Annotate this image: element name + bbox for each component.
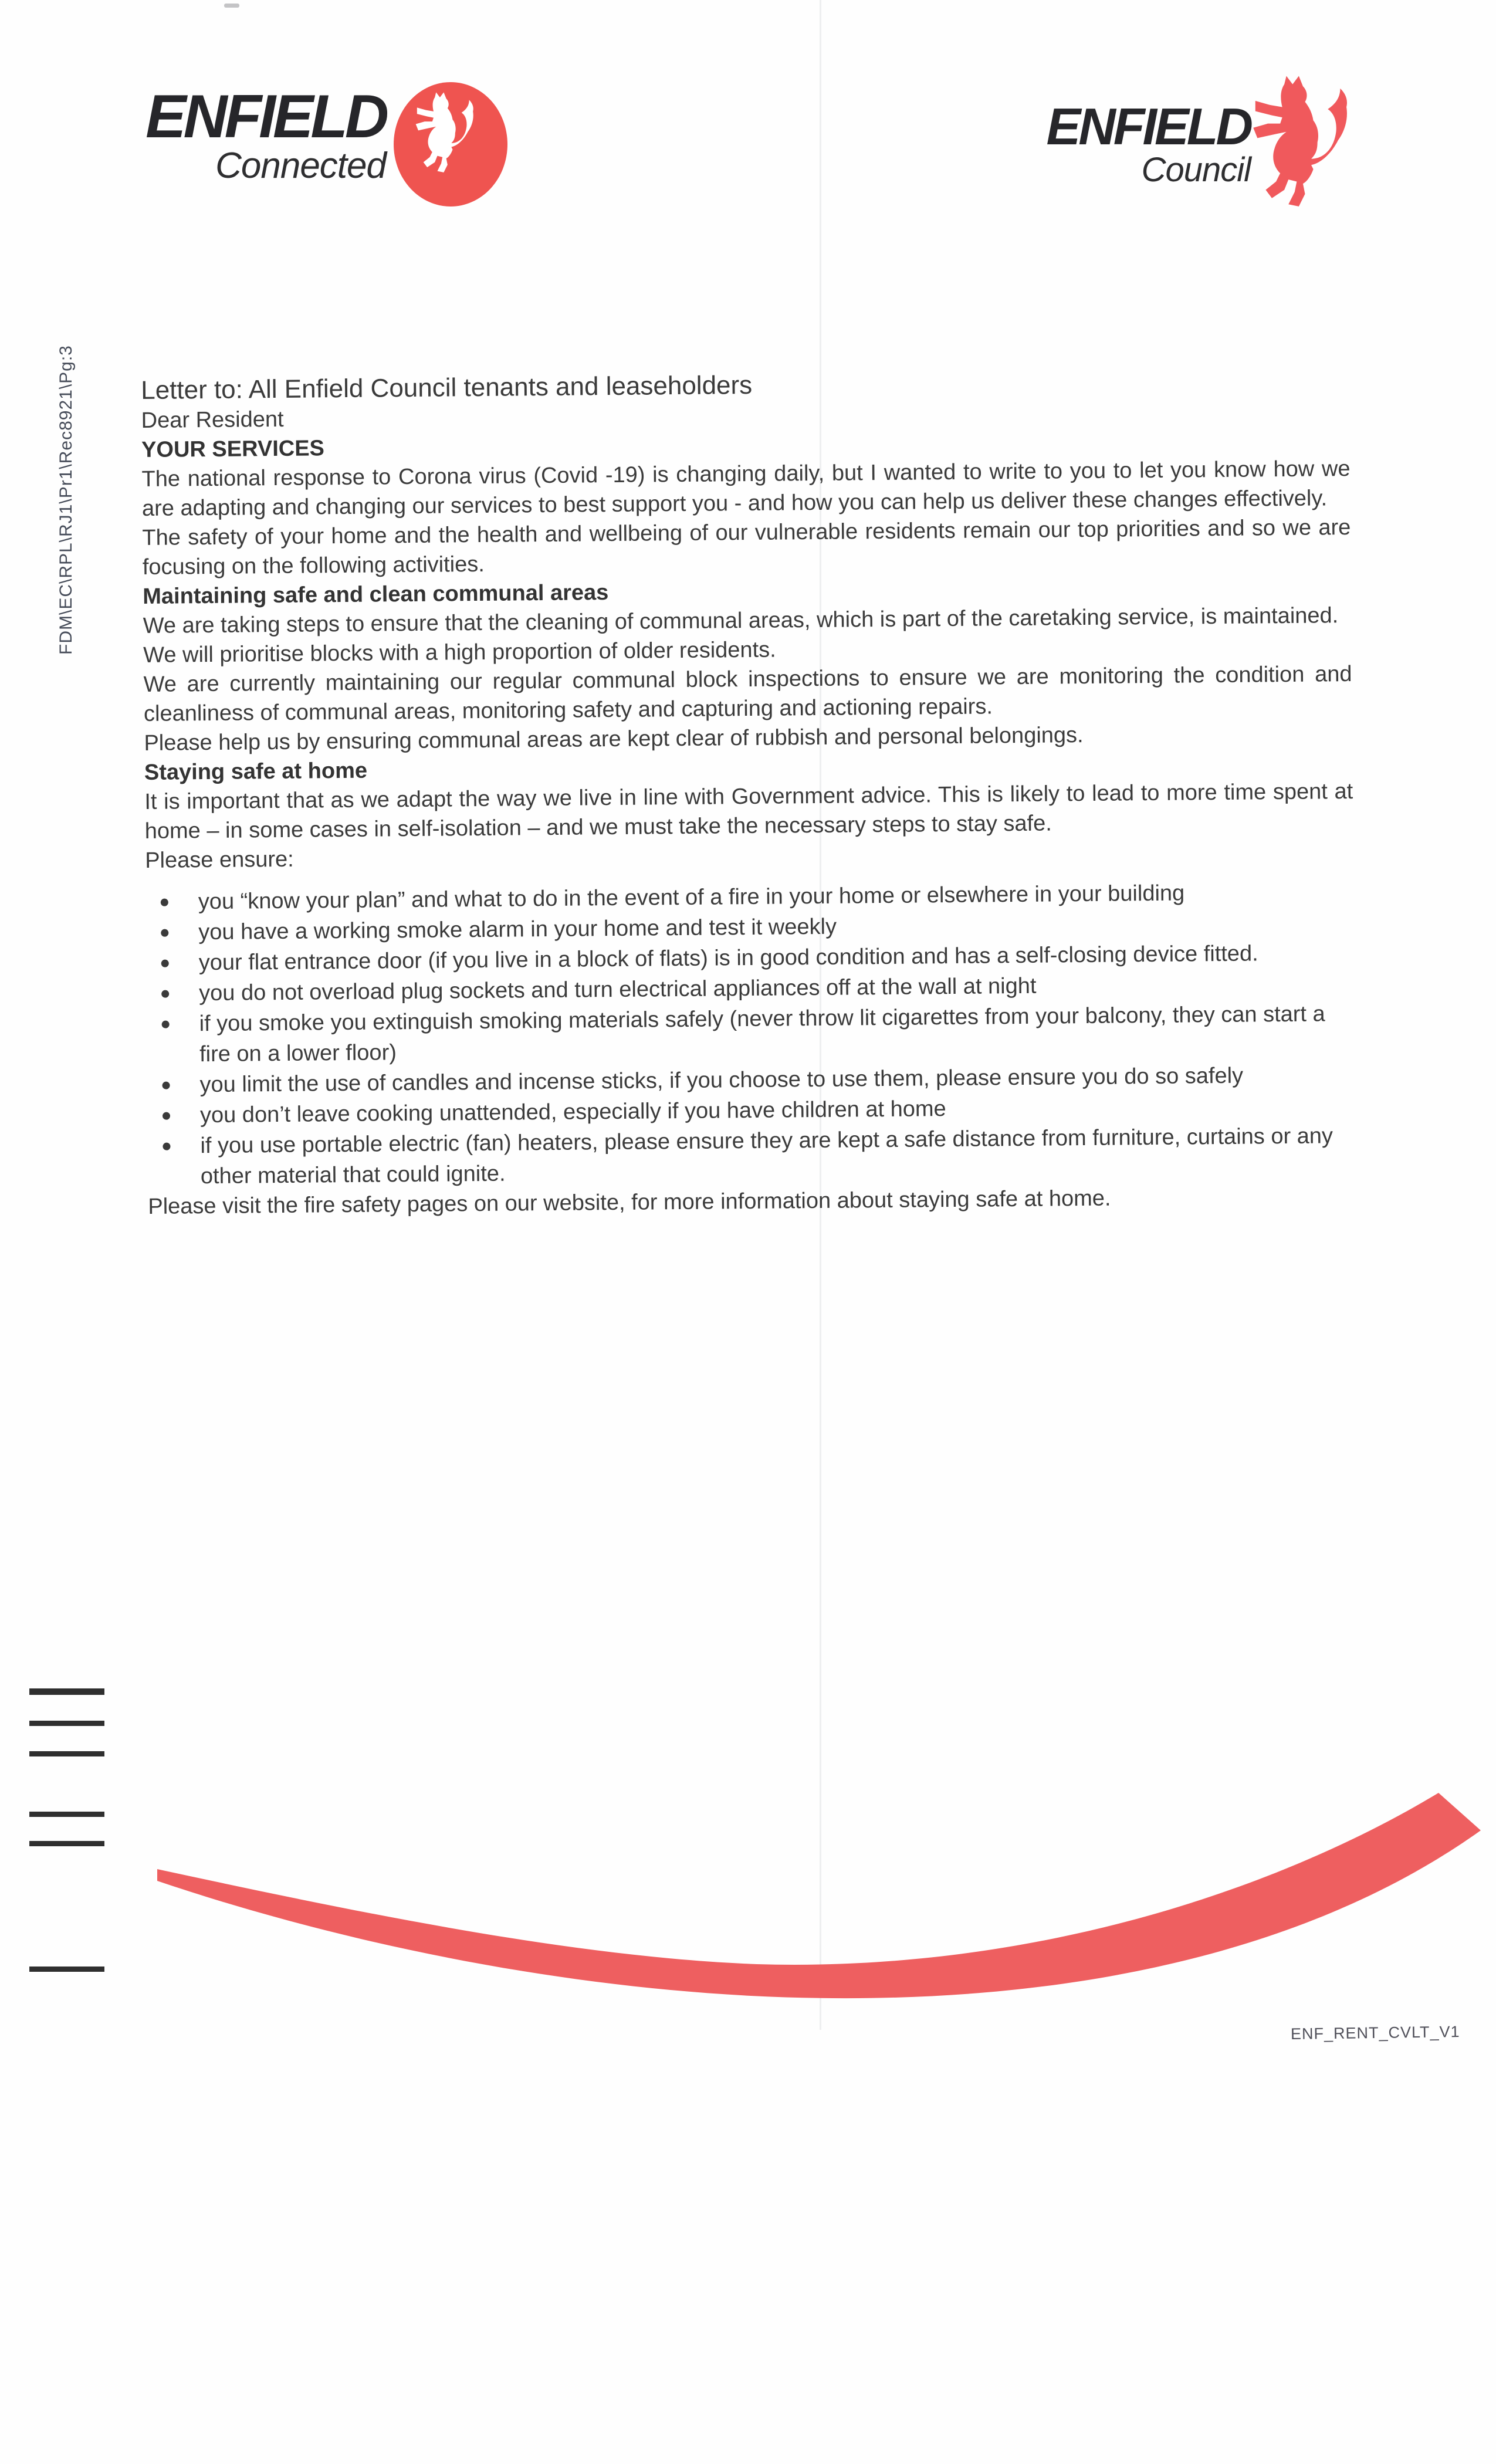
intro-paragraph: The safety of your home and the health and wellbeing of our vulnerable residents remain our top priorities and so we are focusing on the following activities. bbox=[142, 515, 1351, 580]
closing-line: Please visit the fire safety pages on our website, for more information about staying safe at home. bbox=[148, 1186, 1111, 1219]
communal-paragraph: We are currently maintaining our regular communal block inspections to ensure we are monitoring the condition and cleanliness of communal areas, monitoring safety and capturing and actioning repairs. bbox=[143, 662, 1352, 726]
print-reference-code: FDM\EC\RPL\RJ1\Pr1\Rec8921\Pg:3 bbox=[56, 345, 76, 655]
bullet-item: you “know your plan” and what to do in the event of a fire in your home or elsewhere in your building bbox=[145, 876, 1354, 918]
registration-mark bbox=[29, 1751, 104, 1756]
enfield-connected-roundel-icon bbox=[392, 81, 509, 208]
document-version-code: ENF_RENT_CVLT_V1 bbox=[1290, 2022, 1460, 2043]
fire-safety-bullet-list bbox=[145, 876, 1356, 1192]
communal-paragraph: We are taking steps to ensure that the cleaning of communal areas, which is part of the caretaking service, is maintained. bbox=[143, 603, 1339, 638]
section-heading-communal: Maintaining safe and clean communal areas bbox=[143, 580, 609, 609]
scan-artifact-speck bbox=[224, 4, 239, 8]
bullet-item: you do not overload plug sockets and turn electrical appliances off at the wall at night bbox=[146, 968, 1355, 1009]
registration-mark bbox=[29, 1688, 104, 1695]
staying-safe-paragraph: It is important that as we adapt the way we live in line with Government advice. This is likely to lead to more time spent at home – in some cases in self-isolation – and we must take the necessary steps to stay safe. bbox=[144, 779, 1353, 844]
recipient-line: Letter to: All Enfield Council tenants and leaseholders bbox=[141, 370, 753, 405]
bullet-item: if you smoke you extinguish smoking materials safely (never throw lit cigarettes from your balcony, they can start a fire on a lower floor) bbox=[146, 999, 1355, 1070]
section-heading-staying-safe: Staying safe at home bbox=[144, 758, 368, 785]
registration-mark bbox=[29, 1721, 104, 1726]
intro-paragraph: The national response to Corona virus (Covid -19) is changing daily, but I wanted to write to you to let you know how we are adapting and changing our services to best support you - and how you can help us deliver these changes effectively. bbox=[141, 456, 1351, 521]
please-ensure-label: Please ensure: bbox=[145, 847, 294, 873]
bullet-item: you have a working smoke alarm in your home and test it weekly bbox=[145, 907, 1354, 948]
bullet-item: your flat entrance door (if you live in a block of flats) is in good condition and has a self-closing device fitted. bbox=[146, 937, 1355, 979]
letter-title: YOUR SERVICES bbox=[141, 436, 325, 462]
registration-mark bbox=[29, 1841, 104, 1846]
enfield-council-beast-icon bbox=[1245, 74, 1369, 219]
registration-mark bbox=[29, 1812, 104, 1817]
bullet-item: you limit the use of candles and incense sticks, if you choose to use them, please ensure you do so safely bbox=[147, 1060, 1355, 1101]
enfield-council-logo bbox=[1033, 97, 1251, 189]
enfield-connected-logo bbox=[140, 83, 386, 186]
communal-paragraph: We will prioritise blocks with a high proportion of older residents. bbox=[143, 637, 776, 668]
bullet-item: if you use portable electric (fan) heaters, please ensure they are kept a safe distance from furniture, curtains or any other material that could ignite. bbox=[147, 1121, 1356, 1192]
salutation: Dear Resident bbox=[141, 407, 284, 433]
enfield-council-wordmark: ENFIELD bbox=[1046, 97, 1251, 155]
enfield-connected-wordmark: ENFIELD bbox=[145, 83, 386, 151]
enfield-council-subtitle: Council bbox=[1141, 150, 1251, 189]
bullet-item: you don’t leave cooking unattended, especially if you have children at home bbox=[147, 1090, 1356, 1131]
letter-body bbox=[141, 365, 1357, 1221]
enfield-connected-subtitle: Connected bbox=[215, 145, 386, 186]
registration-mark bbox=[29, 1967, 104, 1972]
communal-paragraph: Please help us by ensuring communal areas are kept clear of rubbish and personal belongings. bbox=[144, 723, 1084, 756]
